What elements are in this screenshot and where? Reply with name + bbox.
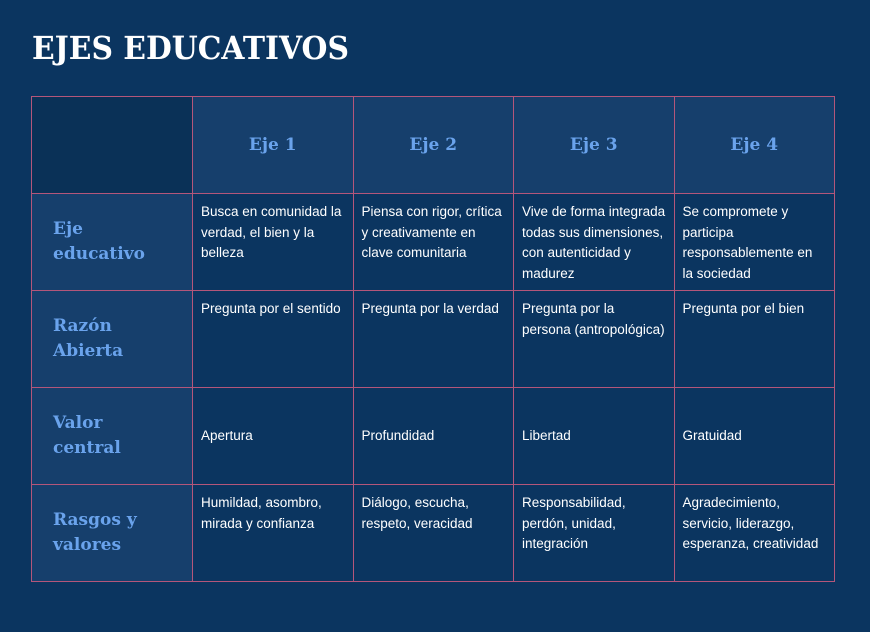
table-cell: Libertad <box>514 388 675 485</box>
row-label-eje-educativo <box>32 194 193 291</box>
table-cell: Profundidad <box>353 388 514 485</box>
column-header-eje-3: Eje 3 <box>514 97 675 194</box>
table-cell: Diálogo, escucha, respeto, veracidad <box>353 485 514 582</box>
table-row <box>32 291 835 388</box>
table-cell: Pregunta por el bien <box>674 291 835 388</box>
page-title: EJES EDUCATIVOS <box>32 29 349 67</box>
corner-cell <box>32 97 193 194</box>
table-cell: Pregunta por la verdad <box>353 291 514 388</box>
table-row <box>32 388 835 485</box>
column-header-eje-2: Eje 2 <box>353 97 514 194</box>
table-row <box>32 194 835 291</box>
table-cell: Se compromete y participa responsablemente en la sociedad <box>674 194 835 291</box>
table-cell: Humildad, asombro, mirada y confianza <box>193 485 354 582</box>
header-row <box>32 97 835 194</box>
table-cell: Responsabilidad, perdón, unidad, integración <box>514 485 675 582</box>
table-cell: Gratuidad <box>674 388 835 485</box>
table-cell: Agradecimiento, servicio, liderazgo, esperanza, creatividad <box>674 485 835 582</box>
row-label-line: Abierta <box>53 341 124 361</box>
row-label-rasgos-y-valores <box>32 485 193 582</box>
ejes-table <box>31 96 835 582</box>
row-label-line: valores <box>53 535 122 555</box>
row-label-line: Valor <box>53 413 103 433</box>
row-label-razon-abierta <box>32 291 193 388</box>
column-header-eje-1: Eje 1 <box>193 97 354 194</box>
table-cell: Apertura <box>193 388 354 485</box>
table-cell: Pregunta por el sentido <box>193 291 354 388</box>
table-cell: Piensa con rigor, crítica y creativamente en clave comunitaria <box>353 194 514 291</box>
row-label-valor-central <box>32 388 193 485</box>
table-cell: Busca en comunidad la verdad, el bien y la belleza <box>193 194 354 291</box>
table-row <box>32 485 835 582</box>
row-label-line: Razón <box>53 316 112 336</box>
table-cell: Vive de forma integrada todas sus dimensiones, con autenticidad y madurez <box>514 194 675 291</box>
table-cell: Pregunta por la persona (antropológica) <box>514 291 675 388</box>
row-label-line: Rasgos y <box>53 510 137 530</box>
row-label-line: central <box>53 438 121 458</box>
row-label-line: Eje <box>53 219 83 239</box>
row-label-line: educativo <box>53 244 145 264</box>
column-header-eje-4: Eje 4 <box>674 97 835 194</box>
